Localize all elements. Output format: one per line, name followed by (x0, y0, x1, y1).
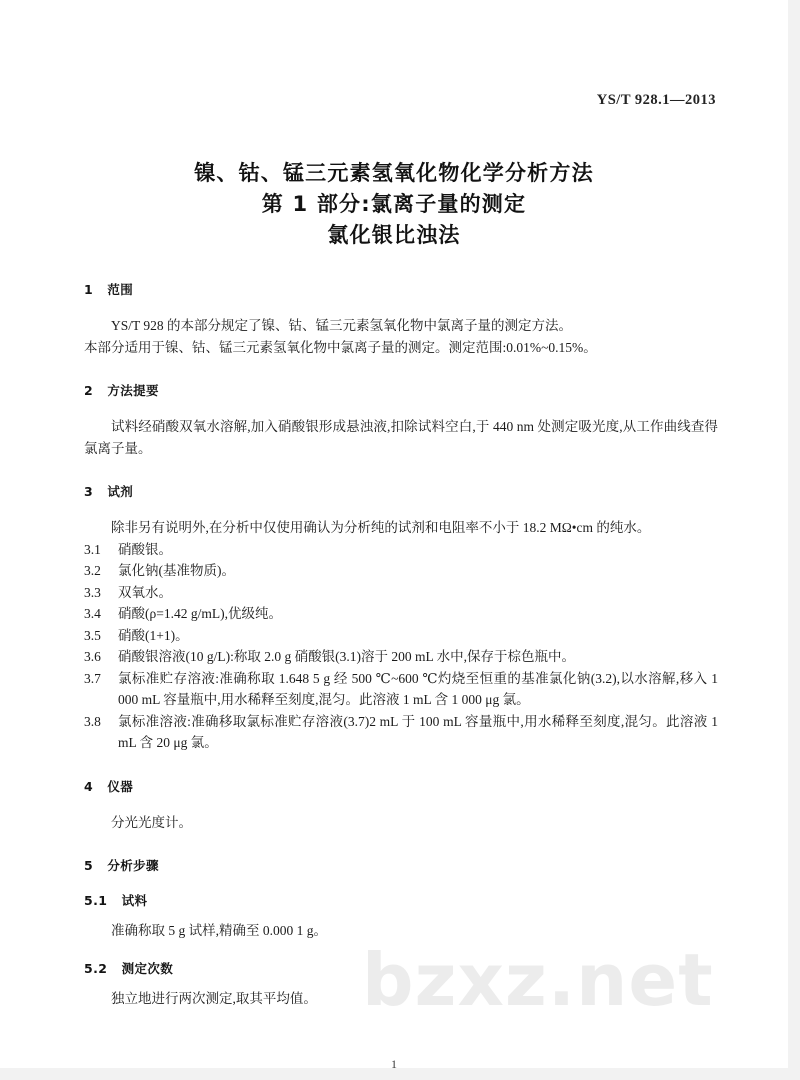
reagent-item-text: 氯标准溶液:准确移取氯标准贮存溶液(3.7)2 mL 于 100 mL 容量瓶中,用水稀释至刻度,混匀。此溶液 1 mL 含 20 μg 氯。 (118, 713, 718, 750)
reagent-item-text: 双氧水。 (118, 584, 172, 600)
section-5-2-paragraph-1: 独立地进行两次测定,取其平均值。 (111, 990, 317, 1006)
reagent-item-text: 硝酸银。 (118, 541, 172, 557)
reagent-item (84, 625, 718, 647)
reagent-item-number: 3.6 (84, 649, 101, 664)
reagent-item-text: 硝酸(ρ=1.42 g/mL),优级纯。 (118, 606, 282, 621)
section-heading-3: 3 试剂 (84, 484, 134, 499)
reagent-item (84, 560, 718, 582)
section-heading-5: 5 分析步骤 (84, 858, 159, 873)
reagent-item-text: 氯化钠(基准物质)。 (118, 563, 235, 578)
section-heading-2: 2 方法提要 (84, 383, 159, 398)
section-heading-5-1: 5.1 试料 (84, 893, 148, 908)
scan-edge-right (788, 0, 800, 1080)
section-4-paragraph-1: 分光光度计。 (111, 814, 192, 830)
section-1-paragraph-1: YS/T 928 的本部分规定了镍、钴、锰三元素氢氧化物中氯离子量的测定方法。 (111, 318, 573, 333)
reagent-item-text: 硝酸银溶液(10 g/L):称取 2.0 g 硝酸银(3.1)溶于 200 mL 水中,保存于棕色瓶中。 (118, 649, 575, 664)
page-title-line-1: 镍、钴、锰三元素氢氧化物化学分析方法 (194, 161, 594, 185)
reagent-item (84, 668, 718, 711)
section-heading-5-2: 5.2 测定次数 (84, 960, 174, 976)
watermark: bzxz.net (362, 938, 714, 1022)
section-2-paragraph-1: 试料经硝酸双氧水溶解,加入硝酸银形成悬浊液,扣除试料空白,于 440 nm 处测定吸光度,从工作曲线查得氯离子量。 (84, 419, 718, 456)
section-3-paragraph-1: 除非另有说明外,在分析中仅使用确认为分析纯的试剂和电阻率不小于 18.2 MΩ•cm 的纯水。 (111, 520, 651, 535)
page-title-line-2: 第 1 部分:氯离子量的测定 (261, 192, 527, 216)
reagent-item-number: 3.1 (84, 541, 101, 557)
section-heading-1: 1 范围 (84, 282, 134, 297)
scan-edge-bottom (0, 1068, 800, 1080)
reagent-item-number: 3.2 (84, 563, 101, 578)
reagent-item (84, 711, 718, 754)
page-number: 1 (391, 1057, 397, 1069)
section-5-1-paragraph-1: 准确称取 5 g 试样,精确至 0.000 1 g。 (111, 923, 327, 938)
reagent-item-text: 氯标准贮存溶液:准确称取 1.648 5 g 经 500 ℃~600 ℃灼烧至恒重的基准氯化钠(3.2),以水溶解,移入 1 000 mL 容量瓶中,用水稀释至刻度,混匀。此溶液 1 mL 含 1 000 μg 氯。 (118, 670, 718, 707)
reagent-item (84, 603, 718, 625)
reagent-item (84, 539, 718, 561)
reagent-item-number: 3.5 (84, 627, 101, 643)
section-1-paragraph-2: 本部分适用于镍、钴、锰三元素氢氧化物中氯离子量的测定。测定范围:0.01%~0.15%。 (84, 339, 597, 355)
reagent-item (84, 582, 718, 604)
standard-number: YS/T 928.1—2013 (596, 92, 716, 108)
reagent-item-number: 3.4 (84, 606, 101, 621)
reagent-item (84, 646, 718, 668)
document-body (84, 280, 718, 1009)
reagent-item-number: 3.8 (84, 713, 101, 729)
section-heading-4: 4 仪器 (84, 778, 134, 794)
page-title-line-3: 氯化银比浊法 (327, 223, 461, 247)
reagent-item-text: 硝酸(1+1)。 (118, 627, 189, 643)
title-block (0, 158, 788, 251)
reagent-item-number: 3.7 (84, 670, 101, 686)
reagent-item-number: 3.3 (84, 584, 101, 600)
